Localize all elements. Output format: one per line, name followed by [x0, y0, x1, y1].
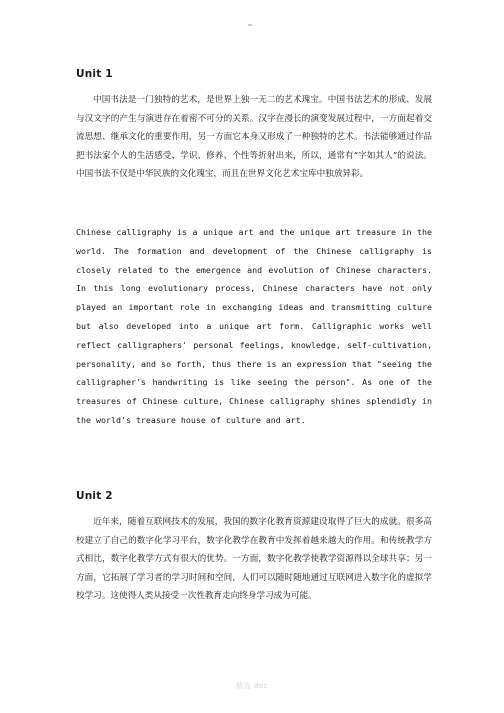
unit-1-english-paragraph: Chinese calligraphy is a unique art and the unique art treasure in the world. The formation and development of the Chinese calligraphy is closely related to the emergence and evolution of Chinese characters. In this long evolutionary process, Chinese characters have not only played an important role in exchanging ideas and transmitting culture but also developed into a unique art form. Calligraphic works well reflect calligraphers' personal feelings, knowledge, self-cultivation, personality, and so forth, thus there is an expression that "seeing the calligrapher's handwriting is like seeing the person". As one of the treasures of Chinese culture, Chinese calligraphy shines splendidly in the world's treasure house of culture and art. — [76, 227, 432, 425]
unit-1-title: Unit 1 — [76, 68, 113, 80]
unit-2-chinese-paragraph: 近年来，随着互联网技术的发展，我国的数字化教育资源建设取得了巨大的成就。很多高校建立了自己的数字化学习平台，数字化教学在教育中发挥着越来越大的作用。和传统教学方式相比，数字化教学方式有很大的优势。一方面，数字化教学使教学资源得以全球共享；另一方面，它拓展了学习者的学习时间和空间，人们可以随时随地通过互联网进入数字化的虚拟学校学习。这使得人类从接受一次性教育走向终身学习成为可能。 — [76, 517, 432, 602]
unit-1-chinese-paragraph: 中国书法是一门独特的艺术，是世界上独一无二的艺术瑰宝。中国书法艺术的形成、发展与汉文字的产生与演进存在着密不可分的关系。汉字在漫长的演变发展过程中，一方面起着交流思想、继承文化的重要作用，另一方面它本身又形成了一种独特的艺术。书法能够通过作品把书法家个人的生活感受、学识、修养、个性等折射出来，所以，通常有“字如其人”的说法。中国书法不仅是中华民族的文化瑰宝，而且在世界文化艺术宝库中独放异彩。 — [76, 95, 432, 180]
footer-watermark: 精选 doc — [236, 682, 268, 690]
header-mark — [248, 24, 252, 26]
unit-2-title: Unit 2 — [76, 490, 113, 502]
